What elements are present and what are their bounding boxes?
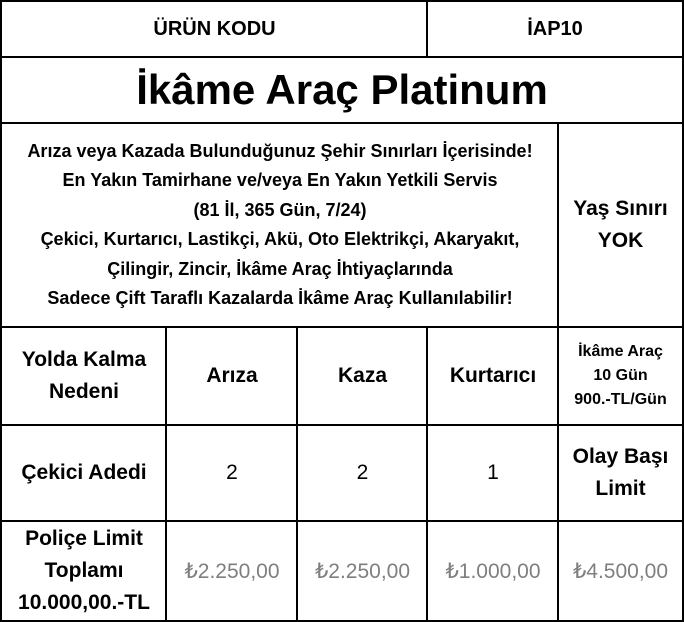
grid-line-row1 — [0, 56, 684, 58]
reason-header-lines — [22, 344, 146, 408]
replacement-car-line: 900.-TL/Gün — [574, 391, 667, 408]
replacement-car-lines — [574, 340, 666, 412]
grid-line-age-divider — [557, 122, 559, 622]
replacement-car-header — [559, 328, 682, 424]
limit-accident — [298, 522, 427, 620]
reason-header-line: Yolda Kalma — [21, 348, 147, 371]
grid-line-col1 — [165, 326, 167, 622]
grid-line-row5 — [0, 520, 684, 522]
age-limit-value: YOK — [597, 229, 644, 252]
tow-row-label-text: Çekici Adedi — [21, 461, 147, 484]
policy-limit-label — [2, 522, 166, 620]
column-header-text: Kurtarıcı — [449, 364, 537, 387]
policy-limit-line: Toplamı — [44, 559, 124, 582]
limit-amount: ₺1.000,00 — [445, 559, 541, 583]
coverage-description — [2, 124, 558, 326]
description-line: Sadece Çift Taraflı Kazalarda İkâme Araç Kullanılabilir! — [47, 288, 513, 308]
tow-count-text: 2 — [226, 461, 238, 484]
tow-count-rescue — [428, 426, 558, 520]
column-header-accident — [298, 328, 427, 424]
product-code-value-text: İAP10 — [527, 17, 583, 40]
grid-line-code-divider — [426, 0, 428, 57]
limit-amount: ₺4.500,00 — [572, 559, 669, 583]
product-title — [2, 58, 682, 122]
per-event-limit-line: Olay Başı — [572, 445, 669, 468]
per-event-limit-lines — [573, 441, 669, 505]
grid-line-row3 — [0, 326, 684, 328]
description-line: Çilingir, Zincir, İkâme Araç İhtiyaçlarında — [107, 258, 453, 279]
grid-line-left — [0, 0, 2, 622]
grid-line-top — [0, 0, 684, 2]
product-code-label — [2, 2, 427, 56]
tow-count-text: 2 — [356, 461, 369, 484]
policy-limit-line: Poliçe Limit — [25, 527, 143, 550]
grid-line-row4 — [0, 424, 684, 426]
limit-amount: ₺2.250,00 — [184, 559, 280, 583]
policy-limit-line: 10.000,00.-TL — [18, 591, 150, 614]
limit-amount: ₺2.250,00 — [314, 559, 411, 583]
age-limit-lines — [573, 193, 668, 257]
policy-limit-lines — [18, 523, 150, 619]
grid-line-col3 — [426, 326, 428, 622]
product-code-label-text: ÜRÜN KODU — [153, 17, 276, 40]
tow-row-label — [2, 426, 166, 520]
description-line: (81 İl, 365 Gün, 7/24) — [193, 199, 367, 220]
per-event-limit-line: Limit — [595, 477, 646, 500]
limit-rescue — [428, 522, 558, 620]
grid-line-col2 — [296, 326, 298, 622]
limit-replacement-car — [559, 522, 682, 620]
column-header-text: Kaza — [337, 364, 388, 387]
age-limit-label: Yaş Sınırı — [573, 197, 668, 220]
reason-header — [2, 328, 166, 424]
column-header-rescue — [428, 328, 558, 424]
age-limit — [559, 124, 682, 326]
description-line: Çekici, Kurtarıcı, Lastikçi, Akü, Oto Elektrikçi, Akaryakıt, — [40, 229, 520, 249]
description-line: Arıza veya Kazada Bulunduğunuz Şehir Sınırları İçerisinde! — [27, 140, 533, 161]
replacement-car-line: İkâme Araç — [578, 343, 663, 360]
tow-count-text: 1 — [487, 461, 499, 484]
tow-count-breakdown — [167, 426, 297, 520]
product-title-text: İkâme Araç Platinum — [136, 66, 548, 113]
replacement-car-line: 10 Gün — [593, 367, 648, 384]
per-event-limit — [559, 426, 682, 520]
limit-breakdown — [167, 522, 297, 620]
description-line: En Yakın Tamirhane ve/veya En Yakın Yetkili Servis — [62, 170, 498, 190]
product-code-value — [428, 2, 682, 56]
coverage-description-lines — [27, 137, 532, 314]
column-header-text: Arıza — [206, 364, 258, 387]
grid-line-row2 — [0, 122, 684, 124]
tow-count-accident — [298, 426, 427, 520]
reason-header-line: Nedeni — [48, 380, 119, 403]
column-header-breakdown — [167, 328, 297, 424]
